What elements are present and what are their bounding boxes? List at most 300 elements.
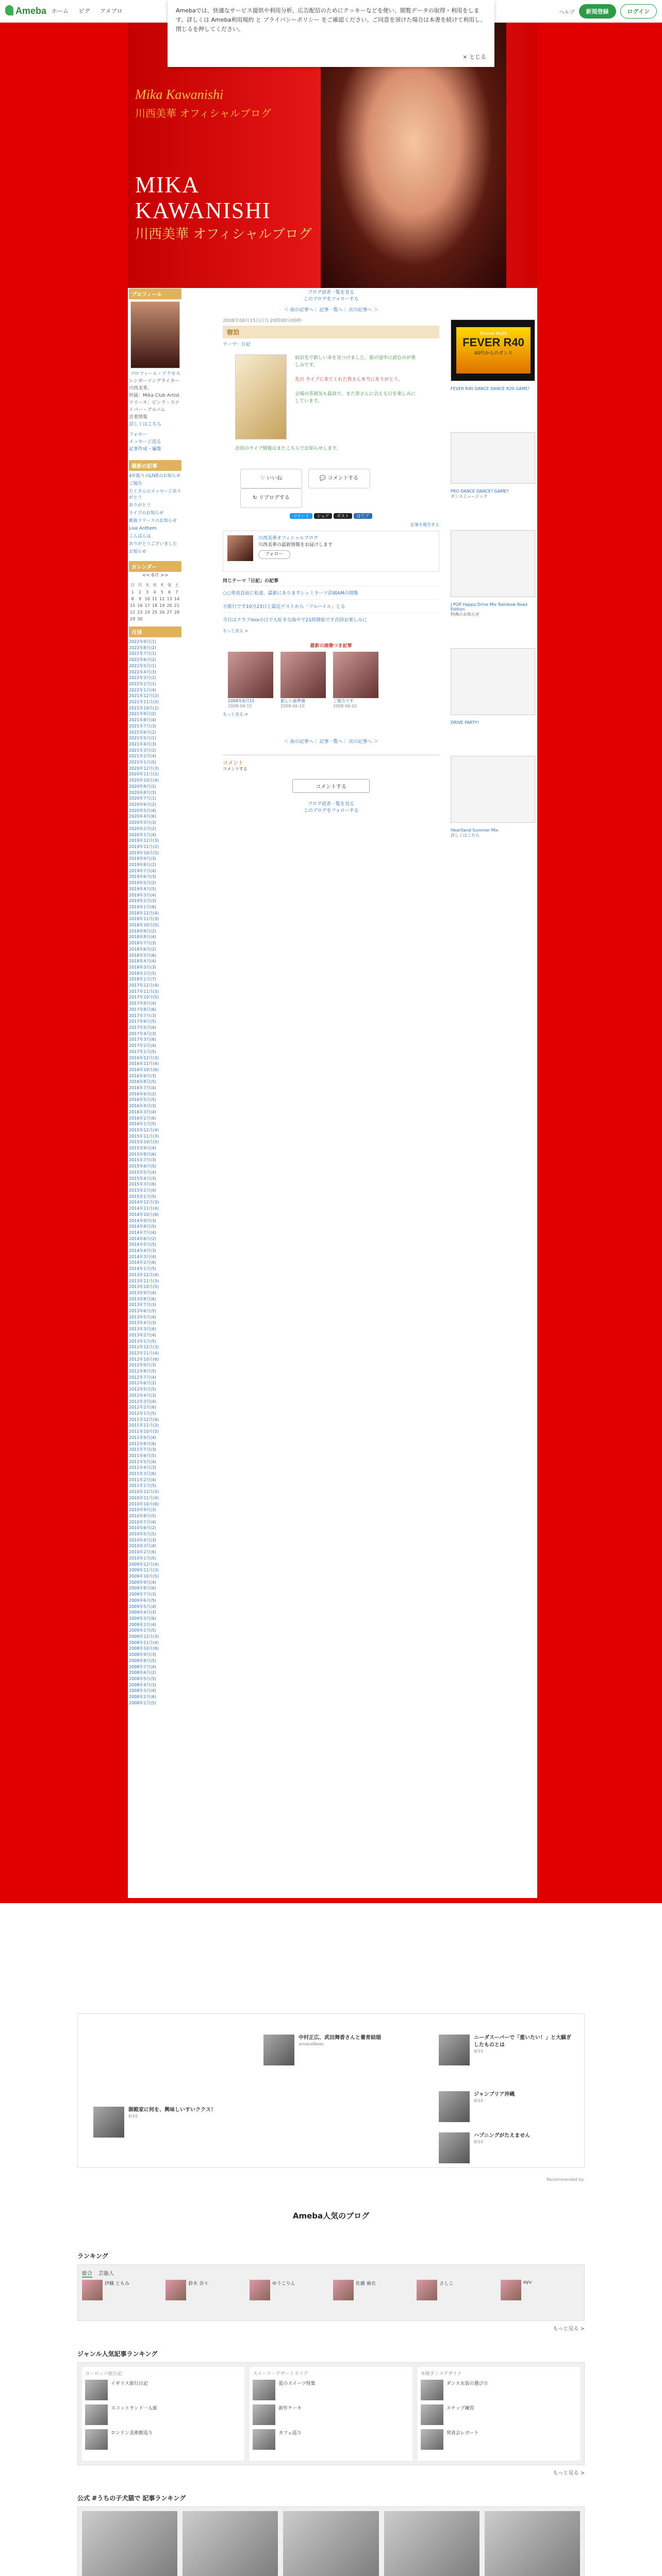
- official-card[interactable]: [183, 2511, 278, 2576]
- genre-title[interactable]: ヨーロッパ旅行記: [85, 2371, 122, 2377]
- ameba-logo[interactable]: [5, 5, 46, 16]
- profile-more-link[interactable]: 詳しくはこちら: [129, 422, 162, 427]
- archive-item[interactable]: 2013年1月(5): [129, 1338, 156, 1344]
- follow-blog-link-bottom[interactable]: このブログをフォローする: [303, 808, 359, 814]
- genre-item[interactable]: [421, 2404, 577, 2425]
- ad-slot[interactable]: [451, 648, 535, 715]
- archive-item[interactable]: 2013年10月(5): [129, 1284, 159, 1290]
- follow-link[interactable]: フォロー: [129, 432, 147, 437]
- archive-item[interactable]: 2012年7月(4): [129, 1375, 156, 1380]
- article-theme[interactable]: テーマ：日記: [223, 342, 251, 347]
- ad-caption[interactable]: FEVER R40 DANCE DANCE R20 GAME!: [451, 386, 530, 391]
- follow-box-name[interactable]: 川西美華オフィシャルブログ: [258, 536, 318, 541]
- follow-avatar[interactable]: [227, 535, 253, 561]
- message-link[interactable]: メッセージ送る: [129, 439, 161, 445]
- archive-item[interactable]: 2020年7月(1): [129, 796, 156, 801]
- calendar-month[interactable]: << 6月 >>: [142, 573, 169, 578]
- edit-link[interactable]: 記事作成・編集: [129, 447, 162, 452]
- recent-item[interactable]: ライブのお知らせ: [129, 511, 164, 516]
- archive-item[interactable]: 2020年1月(4): [129, 832, 156, 837]
- archive-item[interactable]: 2015年8月(6): [129, 1151, 156, 1157]
- archive-item[interactable]: 2019年7月(4): [129, 868, 156, 873]
- genre-item[interactable]: [253, 2429, 409, 2450]
- archive-item[interactable]: 2018年6月(2): [129, 946, 156, 952]
- archive-item[interactable]: 2015年3月(6): [129, 1182, 156, 1187]
- calendar-day[interactable]: 28: [174, 610, 179, 615]
- archive-item[interactable]: 2018年12月(4): [129, 910, 159, 916]
- archive-item[interactable]: 2016年3月(4): [129, 1109, 156, 1114]
- archive-item[interactable]: 2018年2月(5): [129, 971, 156, 976]
- archive-item[interactable]: 2021年2月(4): [129, 754, 156, 759]
- archive-item[interactable]: 2015年10月(5): [129, 1140, 159, 1145]
- calendar-day[interactable]: 4: [153, 590, 156, 595]
- archive-item[interactable]: 2013年4月(3): [129, 1320, 156, 1326]
- feed-item[interactable]: [439, 2035, 573, 2065]
- calendar-day[interactable]: 23: [137, 610, 143, 615]
- archive-item[interactable]: 2019年8月(2): [129, 862, 156, 868]
- archive-item[interactable]: 2008年6月(2): [129, 1670, 156, 1675]
- profile-name[interactable]: プロフィール・アクセス: [130, 371, 180, 377]
- archive-item[interactable]: 2009年12月(4): [129, 1562, 159, 1567]
- like-button[interactable]: [240, 469, 302, 488]
- ranking-item[interactable]: [333, 2280, 412, 2300]
- archive-item[interactable]: 2013年3月(6): [129, 1327, 156, 1332]
- article-nav-bottom[interactable]: ＜ 前の記事へ｜ 記事一覧へ｜ 次の記事へ ＞: [284, 739, 378, 744]
- official-card[interactable]: [283, 2511, 378, 2576]
- archive-item[interactable]: 2012年3月(4): [129, 1399, 156, 1404]
- archive-item[interactable]: 2013年9月(4): [129, 1290, 156, 1295]
- ad-banner[interactable]: [451, 319, 535, 381]
- calendar-day[interactable]: 2: [138, 590, 141, 595]
- genre-item[interactable]: [85, 2380, 241, 2400]
- calendar-day[interactable]: 5: [160, 590, 163, 595]
- archive-item[interactable]: 2008年1月(5): [129, 1700, 156, 1705]
- archive-item[interactable]: 2011年6月(5): [129, 1453, 156, 1458]
- archive-item[interactable]: 2010年12月(3): [129, 1489, 159, 1495]
- genre-item[interactable]: [421, 2429, 577, 2450]
- calendar-day[interactable]: 15: [130, 603, 136, 608]
- genre-item[interactable]: [253, 2380, 409, 2400]
- ad-slot[interactable]: [451, 432, 535, 484]
- archive-item[interactable]: 2018年7月(3): [129, 941, 156, 946]
- archive-item[interactable]: 2018年11月(3): [129, 917, 159, 922]
- genre-item[interactable]: [421, 2380, 577, 2400]
- archive-item[interactable]: 2019年11月(2): [129, 844, 159, 849]
- genre-item[interactable]: [85, 2429, 241, 2450]
- archive-item[interactable]: 2014年5月(5): [129, 1242, 156, 1247]
- archive-item[interactable]: 2019年9月(3): [129, 856, 156, 861]
- share-button[interactable]: ツイート: [290, 513, 312, 519]
- archive-item[interactable]: 2010年5月(5): [129, 1532, 156, 1537]
- archive-item[interactable]: 2022年9月(1): [129, 639, 156, 644]
- archive-item[interactable]: 2021年7月(3): [129, 723, 156, 728]
- archive-item[interactable]: 2022年3月(2): [129, 675, 156, 681]
- ad-slot[interactable]: [451, 756, 535, 823]
- calendar-day[interactable]: 21: [174, 603, 179, 608]
- archive-item[interactable]: 2018年8月(4): [129, 935, 156, 940]
- tab-all[interactable]: 総合: [82, 2271, 92, 2277]
- archive-item[interactable]: 2014年9月(3): [129, 1218, 156, 1223]
- archive-item[interactable]: 2008年7月(4): [129, 1664, 156, 1669]
- share-button[interactable]: はてブ: [354, 513, 372, 519]
- archive-item[interactable]: 2016年10月(6): [129, 1067, 159, 1072]
- ad-link[interactable]: 詳しくはこちら: [451, 833, 479, 838]
- archive-item[interactable]: 2022年1月(4): [129, 687, 156, 692]
- archive-item[interactable]: 2014年6月(2): [129, 1236, 156, 1241]
- calendar-day[interactable]: 18: [152, 603, 158, 608]
- archive-item[interactable]: 2013年2月(4): [129, 1332, 156, 1337]
- archive-item[interactable]: 2020年12月(3): [129, 766, 159, 771]
- archive-item[interactable]: 2021年12月(2): [129, 693, 159, 699]
- pickup-card[interactable]: [280, 652, 326, 708]
- calendar-day[interactable]: 6: [168, 590, 171, 595]
- calendar-day[interactable]: 27: [167, 610, 172, 615]
- archive-item[interactable]: 2021年8月(4): [129, 718, 156, 723]
- recent-item[interactable]: こんばんは: [129, 534, 151, 539]
- nav-ameblo[interactable]: アメブロ: [100, 8, 123, 14]
- ad-slot[interactable]: [451, 530, 535, 597]
- archive-item[interactable]: 2021年4月(3): [129, 741, 156, 747]
- archive-item[interactable]: 2017年8月(6): [129, 1007, 156, 1012]
- archive-item[interactable]: 2009年2月(4): [129, 1622, 156, 1627]
- archive-item[interactable]: 2020年3月(3): [129, 820, 156, 825]
- help-link[interactable]: ヘルプ: [559, 9, 575, 15]
- archive-item[interactable]: 2008年9月(3): [129, 1652, 156, 1657]
- archive-item[interactable]: 2012年5月(5): [129, 1387, 156, 1392]
- cookie-close-button[interactable]: × とじる: [462, 54, 486, 60]
- archive-item[interactable]: 2015年4月(3): [129, 1176, 156, 1181]
- recent-item[interactable]: ありがとうございました: [129, 541, 177, 547]
- ranking-item[interactable]: [82, 2280, 161, 2300]
- calendar-day[interactable]: 30: [137, 617, 143, 621]
- archive-item[interactable]: 2012年11月(4): [129, 1350, 159, 1355]
- calendar-day[interactable]: 16: [137, 603, 143, 608]
- recent-item[interactable]: たくさんのメッセージありがとう: [129, 489, 181, 500]
- calendar-day[interactable]: 24: [144, 610, 150, 615]
- archive-item[interactable]: 2011年10月(5): [129, 1429, 159, 1434]
- calendar-day[interactable]: 7: [175, 590, 178, 595]
- archive-item[interactable]: 2020年9月(2): [129, 784, 156, 789]
- archive-item[interactable]: 2017年9月(4): [129, 1001, 156, 1006]
- archive-item[interactable]: 2011年1月(5): [129, 1483, 156, 1488]
- archive-item[interactable]: 2018年5月(6): [129, 953, 156, 958]
- archive-item[interactable]: 2011年3月(6): [129, 1471, 156, 1477]
- archive-item[interactable]: 2010年6月(2): [129, 1526, 156, 1531]
- archive-item[interactable]: 2013年6月(5): [129, 1309, 156, 1314]
- archive-item[interactable]: 2013年7月(3): [129, 1302, 156, 1308]
- calendar-day[interactable]: 26: [159, 610, 165, 615]
- archive-item[interactable]: 2008年5月(5): [129, 1676, 156, 1681]
- comment-submit-button[interactable]: コメントする: [292, 779, 370, 793]
- related-item[interactable]: [223, 586, 439, 599]
- archive-item[interactable]: 2009年11月(3): [129, 1568, 159, 1573]
- tab-celebrity[interactable]: 芸能人: [98, 2271, 114, 2277]
- archive-item[interactable]: 2016年6月(2): [129, 1091, 156, 1096]
- archive-item[interactable]: 2017年1月(5): [129, 1049, 156, 1054]
- archive-item[interactable]: 2016年11月(4): [129, 1061, 159, 1066]
- feed-item[interactable]: [263, 2035, 398, 2065]
- pickup-card[interactable]: [228, 652, 273, 708]
- archive-item[interactable]: 2016年12月(3): [129, 1055, 159, 1060]
- archive-item[interactable]: 2010年8月(5): [129, 1513, 156, 1518]
- archive-item[interactable]: 2014年1月(5): [129, 1266, 156, 1272]
- archive-item[interactable]: 2009年10月(5): [129, 1573, 159, 1579]
- archive-item[interactable]: 2014年11月(4): [129, 1206, 159, 1211]
- ranking-item[interactable]: [166, 2280, 245, 2300]
- archive-item[interactable]: 2010年1月(5): [129, 1555, 156, 1561]
- ad-caption[interactable]: PRO DANCE DANCE? GAME?: [451, 489, 509, 494]
- archive-item[interactable]: 2021年9月(2): [129, 711, 156, 717]
- archive-item[interactable]: 2013年12月(4): [129, 1272, 159, 1277]
- official-card[interactable]: [82, 2511, 177, 2576]
- archive-item[interactable]: 2012年2月(6): [129, 1405, 156, 1410]
- calendar-day[interactable]: 9: [138, 597, 141, 601]
- archive-item[interactable]: 2018年3月(3): [129, 964, 156, 970]
- calendar-day[interactable]: 20: [167, 603, 172, 608]
- archive-item[interactable]: 2008年8月(5): [129, 1658, 156, 1663]
- archive-item[interactable]: 2022年4月(3): [129, 669, 156, 674]
- calendar-day[interactable]: 29: [130, 617, 136, 621]
- follow-box-button[interactable]: フォロー: [258, 550, 290, 559]
- follow-blog-link[interactable]: このブログをフォローする: [303, 297, 359, 302]
- official-card[interactable]: [485, 2511, 580, 2576]
- report-link[interactable]: 記事を報告する: [410, 522, 439, 527]
- reblog-button[interactable]: [240, 488, 302, 508]
- archive-item[interactable]: 2010年9月(3): [129, 1507, 156, 1513]
- signup-button[interactable]: 新規登録: [579, 4, 616, 19]
- archive-item[interactable]: 2012年6月(2): [129, 1381, 156, 1386]
- feed-item[interactable]: [439, 2132, 573, 2163]
- archive-item[interactable]: 2021年5月(1): [129, 736, 156, 741]
- archive-item[interactable]: 2011年8月(6): [129, 1441, 156, 1446]
- archive-item[interactable]: 2016年8月(5): [129, 1079, 156, 1084]
- ranking-item[interactable]: [250, 2280, 329, 2300]
- archive-item[interactable]: 2021年10月(1): [129, 705, 159, 710]
- archive-item[interactable]: 2020年8月(3): [129, 790, 156, 795]
- archive-item[interactable]: 2014年4月(3): [129, 1248, 156, 1253]
- archive-item[interactable]: 2017年2月(4): [129, 1043, 156, 1048]
- archive-item[interactable]: 2020年10月(4): [129, 778, 159, 783]
- archive-item[interactable]: 2015年1月(5): [129, 1194, 156, 1199]
- archive-item[interactable]: 2015年6月(5): [129, 1164, 156, 1169]
- ranking-item[interactable]: [417, 2280, 496, 2300]
- archive-item[interactable]: 2009年4月(3): [129, 1610, 156, 1615]
- archive-item[interactable]: 2012年10月(6): [129, 1357, 159, 1362]
- archive-item[interactable]: 2013年11月(3): [129, 1278, 159, 1283]
- archive-item[interactable]: 2016年7月(4): [129, 1086, 156, 1091]
- archive-item[interactable]: 2014年10月(6): [129, 1212, 159, 1217]
- archive-item[interactable]: 2015年2月(4): [129, 1188, 156, 1193]
- archive-item[interactable]: 2015年5月(4): [129, 1170, 156, 1175]
- recent-item[interactable]: お知らせ: [129, 549, 146, 554]
- calendar-day[interactable]: 8: [131, 597, 134, 601]
- archive-item[interactable]: 2009年5月(4): [129, 1604, 156, 1609]
- archive-item[interactable]: 2017年11月(3): [129, 989, 159, 994]
- archive-item[interactable]: 2011年9月(4): [129, 1435, 156, 1440]
- share-button[interactable]: シェア: [314, 513, 333, 519]
- archive-item[interactable]: 2009年7月(3): [129, 1592, 156, 1597]
- archive-item[interactable]: 2016年1月(5): [129, 1122, 156, 1127]
- archive-item[interactable]: 2019年1月(6): [129, 904, 156, 909]
- comment-button[interactable]: [308, 469, 370, 488]
- nav-home[interactable]: ホーム: [52, 8, 69, 14]
- genre-item[interactable]: [85, 2404, 241, 2425]
- archive-item[interactable]: 2014年2月(6): [129, 1260, 156, 1265]
- calendar-day[interactable]: 13: [167, 597, 172, 601]
- archive-item[interactable]: 2010年4月(3): [129, 1537, 156, 1543]
- archive-item[interactable]: 2022年7月(1): [129, 651, 156, 656]
- archive-item[interactable]: 2011年4月(3): [129, 1465, 156, 1470]
- calendar-day[interactable]: 10: [144, 597, 150, 601]
- archive-item[interactable]: 2019年3月(4): [129, 892, 156, 897]
- archive-item[interactable]: 2019年2月(3): [129, 899, 156, 904]
- article-nav[interactable]: ＜ 前の記事へ｜ 記事一覧へ｜ 次の記事へ ＞: [284, 308, 378, 313]
- archive-item[interactable]: 2019年10月(5): [129, 850, 159, 855]
- archive-item[interactable]: 2021年1月(5): [129, 760, 156, 765]
- archive-item[interactable]: 2020年5月(4): [129, 808, 156, 813]
- calendar-day[interactable]: 1: [131, 590, 134, 595]
- archive-item[interactable]: 2016年2月(6): [129, 1115, 156, 1121]
- archive-item[interactable]: 2013年8月(6): [129, 1296, 156, 1301]
- archive-item[interactable]: 2020年6月(2): [129, 802, 156, 807]
- recent-item[interactable]: Live Anthem: [129, 526, 157, 531]
- archive-item[interactable]: 2019年5月(2): [129, 880, 156, 886]
- pickup-more[interactable]: もっと見る >: [223, 712, 249, 717]
- archive-item[interactable]: 2019年6月(3): [129, 874, 156, 879]
- official-card[interactable]: [384, 2511, 479, 2576]
- archive-item[interactable]: 2015年7月(3): [129, 1158, 156, 1163]
- archive-item[interactable]: 2009年8月(6): [129, 1586, 156, 1591]
- article-title[interactable]: 宿泊: [223, 326, 439, 338]
- archive-item[interactable]: 2010年7月(4): [129, 1519, 156, 1524]
- archive-item[interactable]: 2018年9月(2): [129, 928, 156, 934]
- recent-item[interactable]: ありがとう: [129, 503, 151, 508]
- archive-item[interactable]: 2008年4月(3): [129, 1682, 156, 1687]
- archive-item[interactable]: 2012年4月(3): [129, 1393, 156, 1398]
- archive-item[interactable]: 2008年12月(3): [129, 1634, 159, 1639]
- genre-title[interactable]: 本格ダンスデザイナ: [420, 2371, 462, 2377]
- ranking-more[interactable]: もっと見る >: [553, 2326, 585, 2332]
- login-button[interactable]: ログイン: [620, 4, 657, 19]
- archive-item[interactable]: 2012年12月(3): [129, 1345, 159, 1350]
- recent-item[interactable]: 新曲リリースのお知らせ: [129, 518, 177, 523]
- archive-item[interactable]: 2010年10月(6): [129, 1501, 159, 1506]
- archive-item[interactable]: 2022年5月(1): [129, 663, 156, 668]
- archive-item[interactable]: 2017年5月(4): [129, 1025, 156, 1030]
- share-button[interactable]: ポスト: [334, 513, 352, 519]
- archive-item[interactable]: 2016年9月(3): [129, 1073, 156, 1078]
- calendar-day[interactable]: 3: [146, 590, 149, 595]
- nav-pigg[interactable]: ピグ: [78, 8, 90, 14]
- archive-item[interactable]: 2022年2月(1): [129, 681, 156, 686]
- archive-item[interactable]: 2016年4月(3): [129, 1104, 156, 1109]
- archive-item[interactable]: 2009年9月(4): [129, 1580, 156, 1585]
- archive-item[interactable]: 2014年7月(4): [129, 1230, 156, 1235]
- archive-item[interactable]: 2022年8月(2): [129, 645, 156, 650]
- archive-item[interactable]: 2011年11月(3): [129, 1423, 159, 1428]
- genre-item[interactable]: [253, 2404, 409, 2425]
- archive-item[interactable]: 2009年3月(6): [129, 1616, 156, 1621]
- calendar-day[interactable]: 19: [159, 603, 165, 608]
- pickup-card[interactable]: [333, 652, 378, 708]
- archive-item[interactable]: 2014年8月(5): [129, 1224, 156, 1229]
- calendar-day[interactable]: 14: [174, 597, 179, 601]
- archive-item[interactable]: 2017年10月(5): [129, 995, 159, 1000]
- recent-item[interactable]: ご報告: [129, 481, 142, 486]
- calendar-day[interactable]: 17: [144, 603, 150, 608]
- archive-item[interactable]: 2020年2月(2): [129, 826, 156, 831]
- calendar-day[interactable]: 25: [152, 610, 158, 615]
- feed-item[interactable]: [439, 2091, 573, 2122]
- archive-item[interactable]: 2014年12月(3): [129, 1200, 159, 1205]
- archive-item[interactable]: 2017年3月(6): [129, 1037, 156, 1042]
- feed-item[interactable]: [93, 2107, 227, 2138]
- ranking-item[interactable]: [501, 2280, 580, 2300]
- ad-caption[interactable]: Heartland Summer Mix: [451, 828, 499, 833]
- archive-item[interactable]: 2008年3月(4): [129, 1688, 156, 1693]
- archive-item[interactable]: 2017年7月(3): [129, 1013, 156, 1018]
- archive-item[interactable]: 2014年3月(4): [129, 1254, 156, 1259]
- archive-item[interactable]: 2017年12月(4): [129, 983, 159, 988]
- archive-item[interactable]: 2015年11月(3): [129, 1133, 159, 1139]
- archive-item[interactable]: 2015年12月(4): [129, 1127, 159, 1132]
- related-item[interactable]: [223, 613, 439, 626]
- archive-item[interactable]: 2021年6月(2): [129, 730, 156, 735]
- archive-item[interactable]: 2009年6月(5): [129, 1598, 156, 1603]
- archive-item[interactable]: 2008年2月(6): [129, 1694, 156, 1700]
- ad-caption[interactable]: J-POP Happy Drive Mix Rainbow Road Edition: [451, 602, 527, 612]
- archive-item[interactable]: 2010年2月(6): [129, 1550, 156, 1555]
- archive-item[interactable]: 2011年7月(3): [129, 1447, 156, 1452]
- archive-item[interactable]: 2011年12月(4): [129, 1417, 159, 1422]
- archive-item[interactable]: 2010年11月(4): [129, 1495, 159, 1500]
- genre-more[interactable]: もっと見る >: [553, 2470, 585, 2476]
- related-item[interactable]: [223, 599, 439, 613]
- archive-item[interactable]: 2012年8月(5): [129, 1369, 156, 1374]
- archive-item[interactable]: 2018年4月(4): [129, 959, 156, 964]
- readers-link[interactable]: ブログ読者一覧を見る: [307, 290, 354, 295]
- archive-item[interactable]: 2010年3月(4): [129, 1544, 156, 1549]
- profile-image[interactable]: [130, 301, 180, 368]
- archive-item[interactable]: 2018年10月(5): [129, 923, 159, 928]
- archive-item[interactable]: 2022年6月(2): [129, 657, 156, 663]
- archive-item[interactable]: 2011年5月(4): [129, 1459, 156, 1464]
- article-image[interactable]: [235, 354, 287, 439]
- archive-item[interactable]: 2017年4月(3): [129, 1031, 156, 1036]
- archive-item[interactable]: 2019年4月(5): [129, 886, 156, 891]
- archive-item[interactable]: 2020年11月(2): [129, 772, 159, 777]
- archive-item[interactable]: 2017年6月(5): [129, 1019, 156, 1024]
- archive-item[interactable]: 2015年9月(4): [129, 1146, 156, 1151]
- archive-item[interactable]: 2008年10月(6): [129, 1646, 159, 1651]
- archive-item[interactable]: 2020年4月(6): [129, 814, 156, 819]
- archive-item[interactable]: 2008年11月(4): [129, 1640, 159, 1645]
- archive-item[interactable]: 2021年11月(3): [129, 700, 159, 705]
- archive-item[interactable]: 2011年2月(4): [129, 1477, 156, 1482]
- readers-link-bottom[interactable]: ブログ読者一覧を見る: [307, 802, 354, 807]
- archive-item[interactable]: 2019年12月(3): [129, 838, 159, 843]
- archive-item[interactable]: 2021年3月(2): [129, 748, 156, 753]
- calendar-day[interactable]: 11: [152, 597, 158, 601]
- archive-item[interactable]: 2013年5月(4): [129, 1314, 156, 1319]
- archive-item[interactable]: 2016年5月(5): [129, 1097, 156, 1103]
- recent-item[interactable]: 4年振りのLIVEのお知らせ: [129, 473, 181, 479]
- calendar-day[interactable]: 12: [159, 597, 165, 601]
- archive-item[interactable]: 2012年1月(5): [129, 1411, 156, 1416]
- related-more[interactable]: もっと見る >: [223, 629, 249, 633]
- archive-item[interactable]: 2012年9月(3): [129, 1363, 156, 1368]
- ad-caption[interactable]: DRIVE PARTY!: [451, 720, 479, 725]
